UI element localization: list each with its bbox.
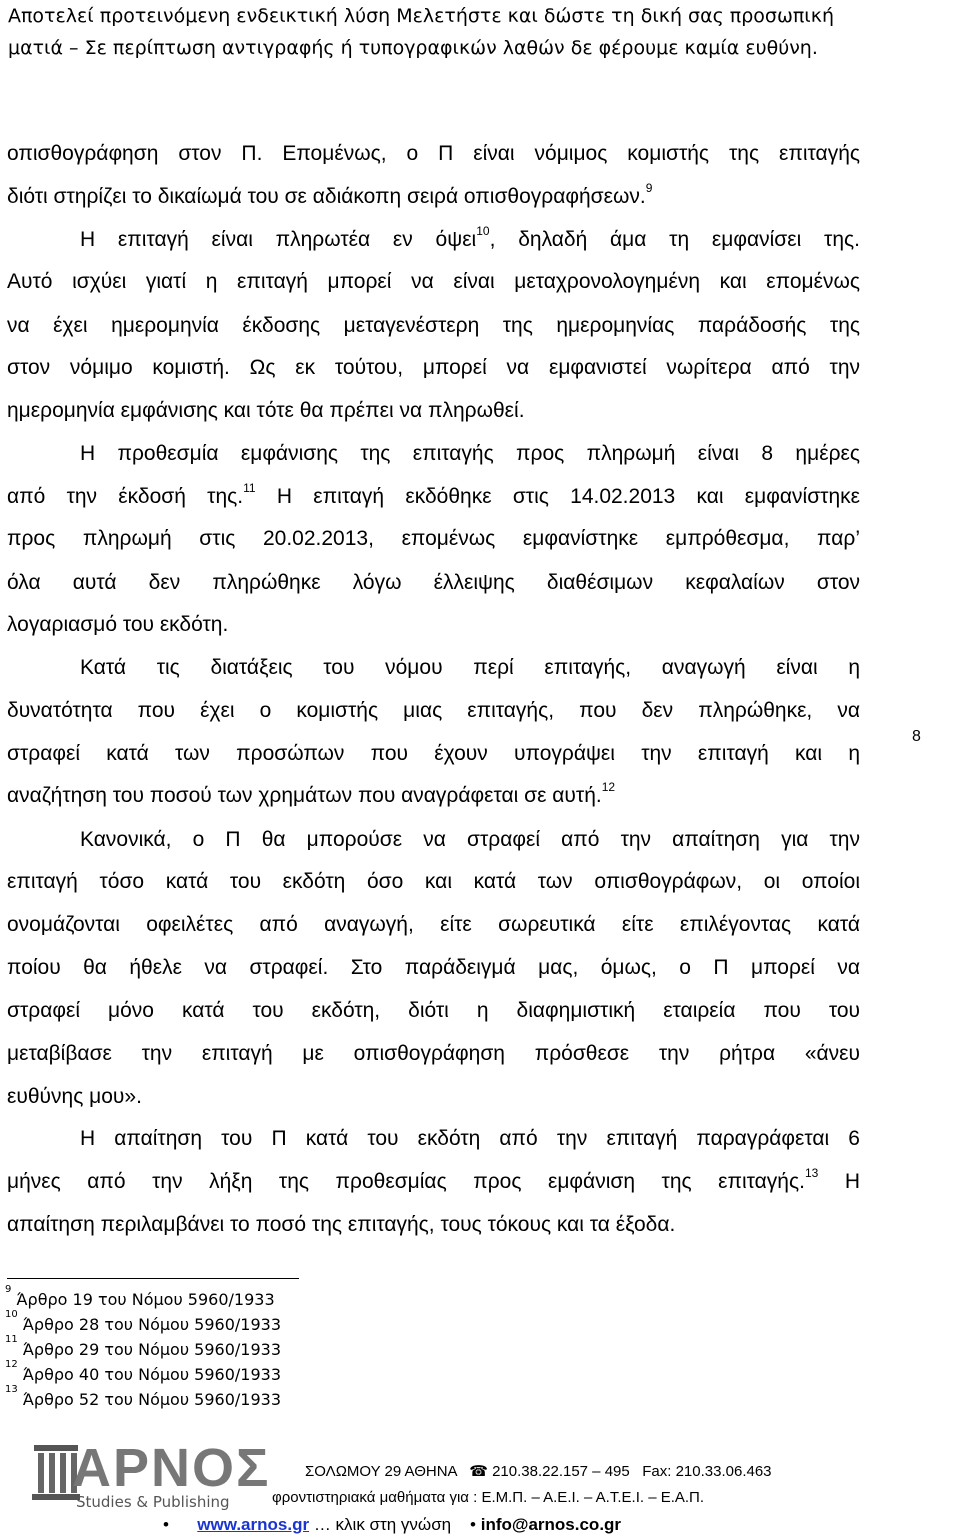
body-line: στραφεί κατά των προσώπων που έχουν υπογράψει την επιταγή και η (7, 742, 860, 765)
fax: Fax: 210.33.06.463 (642, 1463, 772, 1480)
body-line: Κανονικά, ο Π θα μπορούσε να στραφεί από την απαίτηση για την (80, 828, 860, 851)
body-line: δυνατότητα που έχει ο κομιστής μιας επιταγής, που δεν πληρώθηκε, να (7, 699, 860, 722)
footnote-ref[interactable]: 10 (476, 224, 490, 238)
logo-text: ΑΡΝΟΣ (72, 1438, 271, 1498)
address: ΣΟΛΩΜΟΥ 29 ΑΘΗΝΑ (305, 1463, 457, 1480)
email-link[interactable]: info@arnos.co.gr (480, 1515, 622, 1534)
body-line: Η προθεσμία εμφάνισης της επιταγής προς πληρωμή είναι 8 ημέρες (80, 442, 860, 465)
courses-line: φροντιστηριακά μαθήματα για : Ε.Μ.Π. – Α.Ε.Ι. – Α.Τ.Ε.Ι. – Ε.Α.Π. (272, 1489, 705, 1506)
footnote-separator (7, 1278, 299, 1279)
body-line: ονομάζονται οφειλέτες από αναγωγή, είτε σωρευτικά είτε επιλέγοντας κατά (7, 913, 860, 936)
footnote: $^{13}$ Άρθρο 52 του Νόμου 5960/1933 (5, 1384, 281, 1409)
slogan: … κλικ στη γνώση (313, 1515, 452, 1534)
body-line: μήνες από την λήξη της προθεσμίας προς εμφάνιση της επιταγής.$^{13}$ Η (7, 1166, 861, 1193)
body-line: απαίτηση περιλαμβάνει το ποσό της επιταγής, τους τόκους και τα έξοδα. (7, 1213, 676, 1236)
website-link[interactable]: www.arnos.gr (197, 1515, 310, 1534)
body-line: στον νόμιμο κομιστή. Ως εκ τούτου, μπορεί να εμφανιστεί νωρίτερα από την (7, 356, 860, 379)
contact-line (305, 1462, 772, 1480)
footnote-ref[interactable]: 9 (645, 181, 653, 195)
bullet-icon: • (163, 1515, 169, 1534)
phone: 210.38.22.157 – 495 (492, 1463, 630, 1480)
web-line (163, 1515, 621, 1535)
body-line: Η επιταγή είναι πληρωτέα εν όψει$^{10}$, δηλαδή άμα τη εμφανίσει της. (80, 224, 860, 251)
footnote: $^{12}$ Άρθρο 40 του Νόμου 5960/1933 (5, 1359, 281, 1384)
footnote: $^{11}$ Άρθρο 29 του Νόμου 5960/1933 (5, 1334, 281, 1359)
body-line: ποίου θα ήθελε να στραφεί. Στο παράδειγμά μας, όμως, ο Π μπορεί να (7, 956, 860, 979)
logo-subtitle: Studies & Publishing (76, 1493, 230, 1511)
page-number: 8 (912, 728, 921, 745)
phone-icon: ☎ (469, 1463, 488, 1480)
footnote-ref[interactable]: 12 (601, 780, 616, 794)
footnote: $^{10}$ Άρθρο 28 του Νόμου 5960/1933 (5, 1309, 281, 1334)
body-line: Αυτό ισχύει γιατί η επιταγή μπορεί να είναι μεταχρονολογημένη και επομένως (7, 270, 860, 293)
body-line: αναζήτηση του ποσού των χρημάτων που αναγράφεται σε αυτή.$^{12}$ (7, 780, 616, 807)
body-line: Κατά τις διατάξεις του νόμου περί επιταγής, αναγωγή είναι η (80, 656, 860, 679)
header-line-1: Αποτελεί προτεινόμενη ενδεικτική λύση Μελετήστε και δώστε τη δική σας προσωπική (8, 5, 834, 27)
body-line: από την έκδοσή της.$^{11}$ Η επιταγή εκδόθηκε στις 14.02.2013 και εμφανίστηκε (7, 481, 860, 508)
body-line: Η απαίτηση του Π κατά του εκδότη από την επιταγή παραγράφεται 6 (80, 1127, 860, 1150)
body-line: διότι στηρίζει το δικαίωμά του σε αδιάκοπη σειρά οπισθογραφήσεων.$^9$ (7, 181, 653, 208)
body-line: επιταγή τόσο κατά του εκδότη όσο και κατά των οπισθογράφων, οι οποίοι (7, 870, 860, 893)
bullet-icon: • (470, 1515, 476, 1534)
footnote: $^9$ Άρθρο 19 του Νόμου 5960/1933 (5, 1284, 275, 1309)
body-line: ευθύνης μου». (7, 1085, 142, 1108)
body-line: μεταβίβασε την επιταγή με οπισθογράφηση πρόσθεσε την ρήτρα «άνευ (7, 1042, 860, 1065)
arnos-logo (30, 1438, 271, 1513)
body-line: όλα αυτά δεν πληρώθηκε λόγω έλλειψης διαθέσιμων κεφαλαίων στον (7, 571, 860, 594)
body-line: στραφεί μόνο κατά του εκδότη, διότι η διαφημιστική εταιρεία που του (7, 999, 860, 1022)
header-line-2: ματιά – Σε περίπτωση αντιγραφής ή τυπογραφικών λαθών δε φέρουμε καμία ευθύνη. (8, 37, 818, 59)
body-line: να έχει ημερομηνία έκδοσης μεταγενέστερη της ημερομηνίας παράδοσής της (7, 314, 860, 337)
footnote-ref[interactable]: 11 (243, 481, 256, 495)
body-line: προς πληρωμή στις 20.02.2013, επομένως εμφανίστηκε εμπρόθεσμα, παρ’ (7, 527, 860, 550)
body-line: λογαριασμό του εκδότη. (7, 613, 229, 636)
body-line: ημερομηνία εμφάνισης και τότε θα πρέπει να πληρωθεί. (7, 399, 525, 422)
body-line: οπισθογράφηση στον Π. Επομένως, ο Π είναι νόμιμος κομιστής της επιταγής (7, 142, 860, 165)
footnote-ref[interactable]: 13 (804, 1166, 819, 1180)
